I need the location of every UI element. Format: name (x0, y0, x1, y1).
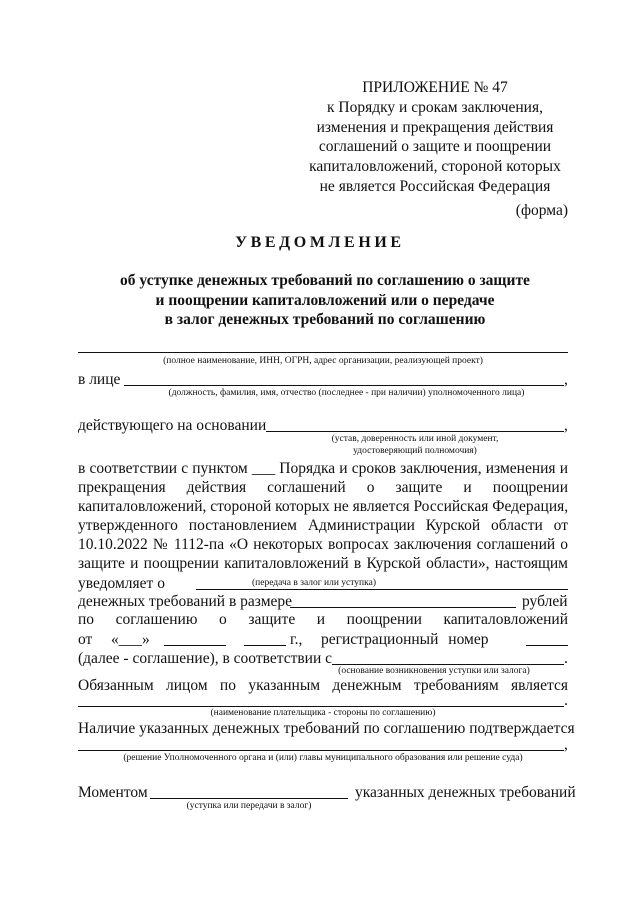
obligor-line: Обязанным лицом по указанным денежным требованиям является (78, 677, 568, 694)
decision-caption: (решение Уполномоченного органа и (или) главы муниципального образования или решение суда) (123, 753, 523, 763)
appendix-line: не является Российская Федерация (319, 177, 551, 195)
cession-basis-caption: (основание возникновения уступки или залога) (338, 666, 530, 676)
person-field[interactable] (124, 385, 564, 386)
hereinafter-label: (далее - соглашение), в соответствии с (78, 650, 333, 667)
decision-field[interactable] (78, 750, 564, 751)
amount-label: денежных требований в размере (78, 593, 293, 610)
document-title: УВЕДОМЛЕНИЕ (235, 234, 405, 251)
period: . (564, 692, 568, 709)
subtitle-line: в залог денежных требований по соглашению (164, 311, 486, 328)
org-name-caption: (полное наименование, ИНН, ОГРН, адрес организации, реализующей проект) (163, 356, 483, 366)
in-person-label: в лице (78, 371, 121, 388)
agreement-line: по соглашению о защите и поощрении капиталовложений (78, 611, 568, 628)
para-line: капиталовложений, стороной которых не является Российская Федерация, (78, 498, 569, 515)
para-line: утвержденного постановлением Администрации Курской области от (78, 517, 568, 534)
appendix-line: капиталовложений, стороной которых (309, 158, 561, 176)
date-quote: «___» (111, 631, 150, 648)
existence-line: Наличие указанных денежных требований по соглашению подтверждается (78, 720, 575, 737)
comma: , (564, 736, 568, 753)
moment-label: Моментом (78, 784, 148, 801)
form-label: (форма) (515, 202, 568, 219)
cession-basis-field[interactable] (332, 664, 564, 665)
transfer-type-caption: (передача в залог или уступка) (252, 578, 376, 588)
person-caption: (должность, фамилия, имя, отчество (последнее - при наличии) уполномоченного лица) (168, 388, 525, 398)
payer-caption: (наименование плательщика - стороны по соглашению) (210, 708, 436, 718)
transfer-type-field[interactable] (196, 589, 568, 590)
date-from: от (78, 631, 93, 648)
appendix-title: ПРИЛОЖЕНИЕ № 47 (362, 79, 508, 96)
comma: , (564, 371, 568, 388)
period: . (564, 650, 568, 667)
basis-caption-2: удостоверяющий полномочия) (353, 446, 477, 456)
basis-caption-1: (устав, доверенность или иной документ, (331, 434, 499, 444)
appendix-line: соглашений о защите и поощрении (318, 138, 552, 156)
moment-caption: (уступка или передачи в залог) (186, 801, 312, 811)
appendix-header (290, 78, 580, 197)
payer-field[interactable] (78, 706, 564, 707)
appendix-line: изменения и прекращения действия (316, 118, 554, 136)
para-line: 10.10.2022 № 1112-па «О некоторых вопросах заключения соглашений о (78, 536, 568, 553)
acting-basis-label: действующего на основании (78, 417, 267, 434)
year-field[interactable] (244, 645, 286, 646)
appendix-line: к Порядку и срокам заключения, (327, 98, 543, 116)
comma: , (564, 417, 568, 434)
basis-field[interactable] (266, 431, 564, 432)
subtitle-line: об уступке денежных требований по соглашению о защите (120, 272, 530, 289)
amount-field[interactable] (290, 607, 516, 608)
org-name-field[interactable] (78, 352, 568, 353)
rubles-label: рублей (522, 593, 568, 610)
reg-number-label: регистрационный номер (321, 631, 489, 648)
notifies-label: уведомляет о (78, 575, 165, 592)
moment-field[interactable] (150, 798, 348, 799)
para-line: прекращения действия соглашений о защите и поощрении (78, 479, 568, 496)
para-line: в соответствии с пунктом ___ Порядка и сроков заключения, изменения и (78, 460, 568, 477)
subtitle-line: и поощрении капиталовложений или о передаче (155, 291, 495, 309)
month-field[interactable] (164, 645, 226, 646)
document-subtitle (80, 271, 570, 330)
reg-number-field[interactable] (526, 645, 568, 646)
year-suffix: г., (290, 631, 303, 648)
para-line: защите и поощрении капиталовложений в Курской области», настоящим (78, 555, 568, 572)
moment-right-label: указанных денежных требований (355, 784, 576, 801)
